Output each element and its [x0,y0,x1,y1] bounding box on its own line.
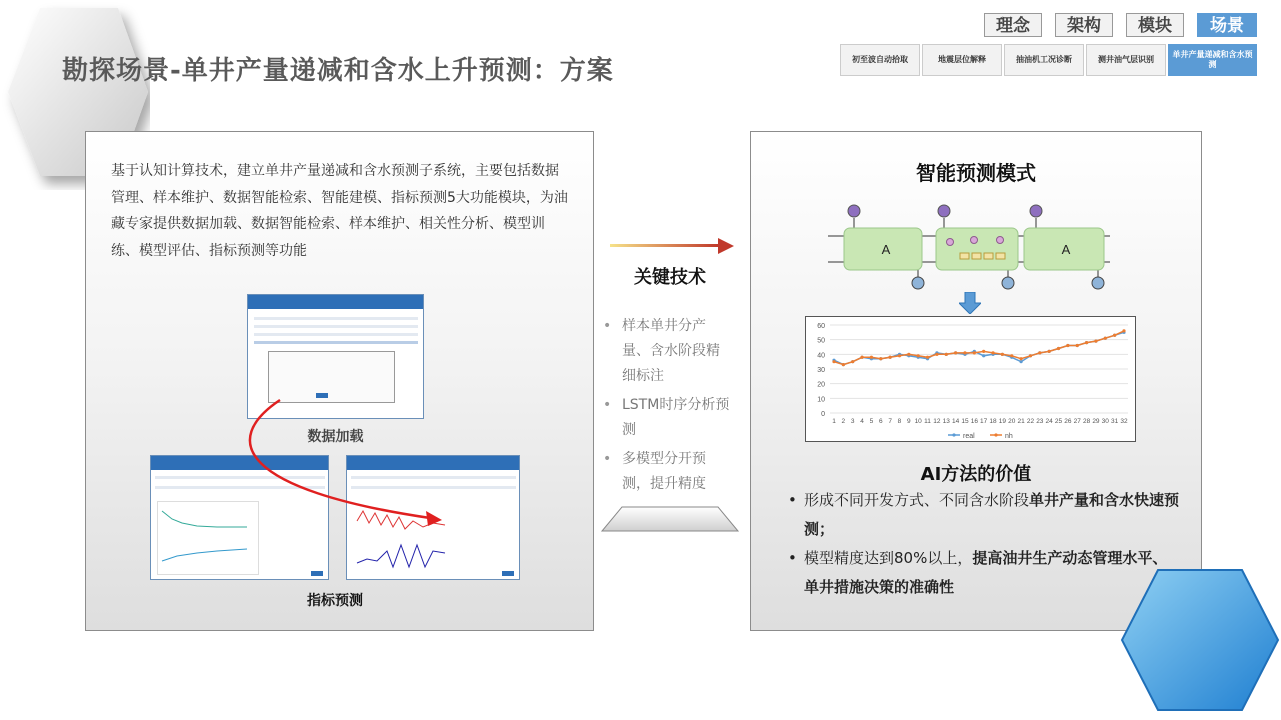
chart-point-nh [898,354,901,357]
chart-point-nh [1113,334,1116,337]
chart-point-nh [973,351,976,354]
chart-legend-marker [994,433,997,436]
chart-point-nh [851,360,854,363]
key-tech-item: • 样本单井分产量、含水阶段精细标注 [603,314,731,389]
chart-point-nh [889,356,892,359]
key-tech-list [603,314,731,501]
chart-point-nh [842,363,845,366]
chart-x-tick: 22 [1026,418,1035,425]
chart-point-nh [1076,344,1079,347]
chart-point-nh [1019,357,1022,360]
chart-point-nh [917,354,920,357]
chart-x-tick: 19 [998,418,1007,425]
chart-x-tick: 12 [933,418,941,425]
key-tech-item: • LSTM时序分析预测 [603,393,731,443]
point-emphasis: 提高油井生产动态管理水平、单井措施决策的准确性 [804,549,1168,596]
chart-x-tick: 14 [951,418,960,425]
chart-point-nh [1122,329,1125,332]
chart-point-nh [1029,354,1032,357]
chart-x-tick: 29 [1092,418,1100,425]
chart-point-nh [926,356,929,359]
flow-arrow [230,380,460,530]
point-text: 模型精度达到80%以上， [804,549,973,567]
key-tech-item: • 多模型分开预测，提升精度 [603,447,731,497]
chart-x-tick: 4 [860,418,864,425]
chart-point-nh [1038,351,1041,354]
chart-x-tick: 6 [878,418,883,425]
subtab-production-decline[interactable]: 单井产量递减和含水预测 [1168,44,1257,76]
prediction-chart [805,316,1136,442]
subtab-pumping-diagnosis[interactable]: 抽油机工况诊断 [1004,44,1084,76]
down-arrow [959,292,981,314]
chart-y-tick: 20 [817,381,825,389]
smart-prediction-title: 智能预测模式 [916,161,1036,185]
chart-point-real [1019,360,1022,363]
chart-x-tick: 24 [1045,418,1053,425]
chart-y-tick: 40 [817,352,825,360]
lstm-cell-label: A [1061,242,1071,257]
chart-x-tick: 17 [980,418,988,425]
chart-point-nh [963,351,966,354]
chart-x-tick: 23 [1036,418,1044,425]
lstm-diagram [828,200,1110,292]
chart-point-nh [879,357,882,360]
chart-point-nh [1085,341,1088,344]
chart-y-tick: 0 [821,411,825,418]
chart-x-tick: 10 [914,418,922,425]
chart-point-nh [1048,350,1051,353]
chart-x-tick: 30 [1101,418,1109,425]
lstm-cell-label: A [881,242,891,257]
chart-point-nh [832,360,835,363]
chart-x-tick: 32 [1120,418,1128,425]
chart-point-nh [945,353,948,356]
data-load-label: 数据加载 [307,429,364,445]
chart-series-line-real [834,332,1124,364]
chart-point-nh [860,356,863,359]
chart-y-tick: 30 [817,367,825,374]
chart-series-line-nh [834,331,1124,365]
chart-x-tick: 31 [1111,418,1119,425]
chart-y-tick: 50 [817,337,825,345]
chart-point-nh [1010,354,1013,357]
chart-x-tick: 28 [1082,418,1091,425]
chart-x-tick: 3 [850,418,855,425]
chart-point-nh [991,351,994,354]
tab-module[interactable]: 模块 [1126,13,1184,37]
chart-x-tick: 9 [907,418,911,425]
chart-legend-marker [952,433,955,436]
chart-x-tick: 26 [1064,418,1072,425]
chart-point-nh [1094,340,1097,343]
tab-scenario[interactable]: 场景 [1197,13,1257,37]
chart-x-tick: 8 [897,418,902,425]
chart-x-tick: 7 [888,418,892,425]
point-text: 形成不同开发方式、不同含水阶段 [804,491,1030,509]
chart-y-tick: 10 [817,396,825,404]
ai-value-title: AI方法的价值 [920,464,1032,485]
chart-point-nh [1104,337,1107,340]
chart-point-nh [870,356,873,359]
chart-point-nh [1057,347,1060,350]
chart-x-tick: 2 [841,418,846,425]
chart-x-tick: 5 [869,418,874,425]
subtab-logging-identification[interactable]: 测井油气层识别 [1086,44,1166,76]
key-tech-base [600,505,740,533]
chart-x-tick: 11 [924,418,931,425]
chart-x-tick: 25 [1054,418,1063,425]
predict-label: 指标预测 [307,593,363,609]
tab-architecture[interactable]: 架构 [1055,13,1113,37]
chart-point-real [982,354,985,357]
chart-point-nh [954,351,957,354]
intro-text: 基于认知计算技术，建立单井产量递减和含水预测子系统，主要包括数据管理、样本维护、数据智能检索、智能建模、指标预测5大功能模块，为油藏专家提供数据加载、数据智能检索、样本维护、相关性分析、模型训练、模型评估、指标预测等功能 [111,163,568,259]
point-emphasis: 单井产量和含水快速预测； [804,491,1180,538]
decor-hexagon-bottom-right [1118,566,1281,720]
page-title: 勘探场景-单井产量递减和含水上升预测：方案 [62,56,614,86]
chart-x-tick: 15 [961,418,969,425]
subtab-horizon-interpretation[interactable]: 地震层位解释 [922,44,1002,76]
chart-legend-label: real [963,433,975,440]
chart-x-tick: 21 [1017,418,1025,425]
subtab-first-break-picking[interactable]: 初至波自动拾取 [840,44,920,76]
ai-value-point [786,486,1181,544]
chart-x-tick: 18 [989,418,997,425]
chart-legend-label: nh [1005,433,1013,440]
chart-point-nh [1001,353,1004,356]
chart-point-nh [935,353,938,356]
chart-point-nh [982,350,985,353]
chart-y-tick: 60 [817,323,825,330]
chart-x-tick: 1 [832,418,836,425]
chart-point-nh [907,353,910,356]
chart-x-tick: 16 [970,418,978,425]
chart-x-tick: 20 [1008,418,1016,425]
chart-x-tick: 27 [1073,418,1081,425]
chart-point-nh [1066,344,1069,347]
key-tech-arrow [610,236,735,256]
tab-concept[interactable]: 理念 [984,13,1042,37]
chart-x-tick: 13 [942,418,950,425]
key-tech-title: 关键技术 [634,267,706,288]
